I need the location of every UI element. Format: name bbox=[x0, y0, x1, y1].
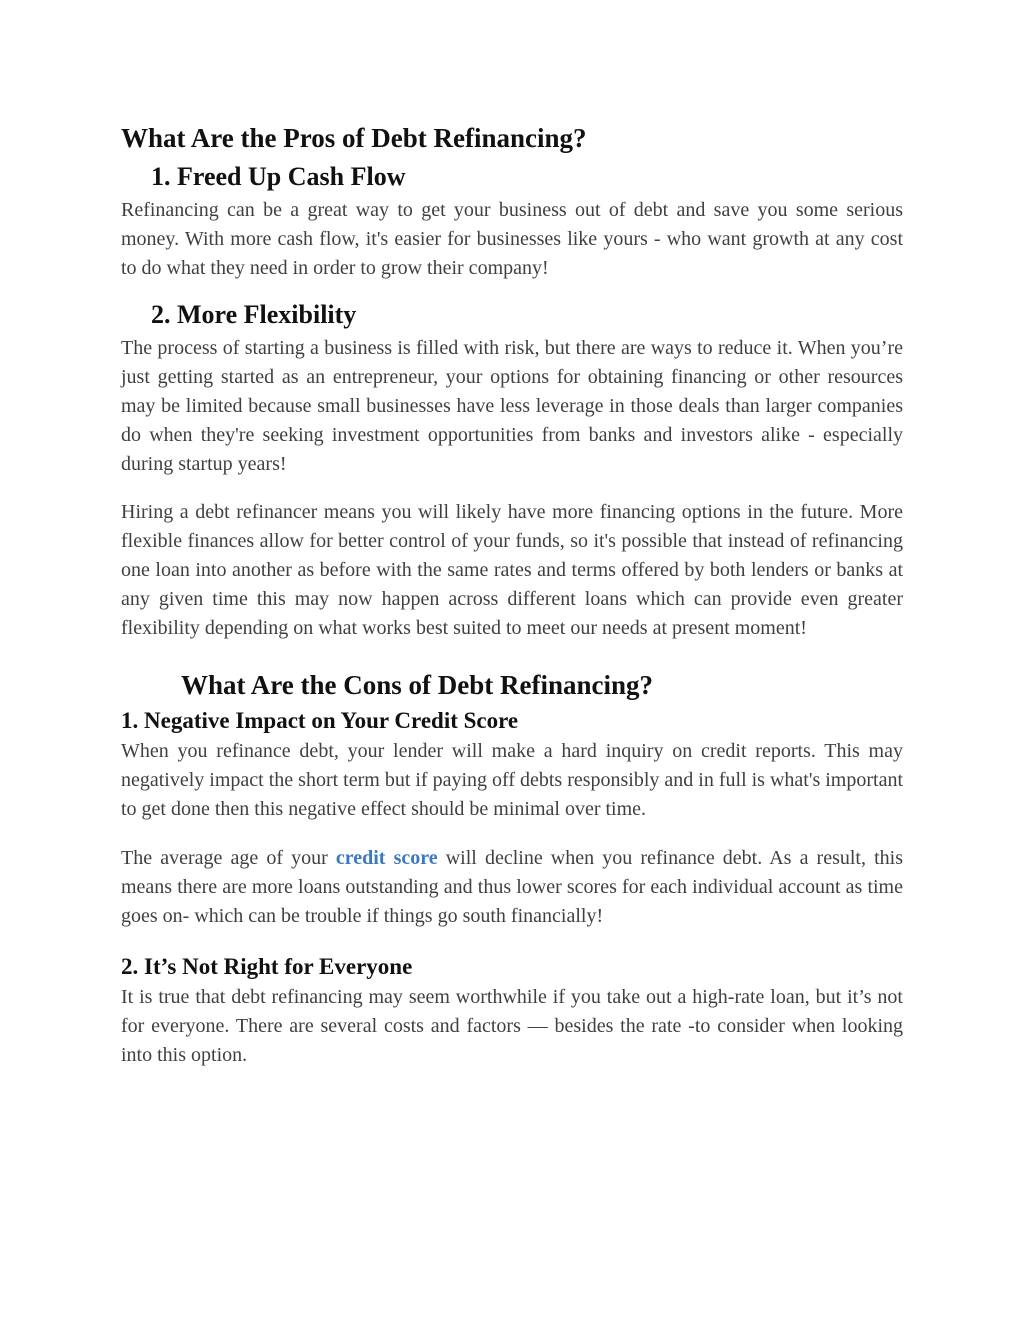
cons-item-1-paragraph-1: When you refinance debt, your lender will make a hard inquiry on credit reports. This may negatively impact the short term but if paying off debts responsibly and in full is what's important to get done then this negative effect should be minimal over time. bbox=[121, 740, 903, 820]
pros-item-1-paragraph: Refinancing can be a great way to get your business out of debt and save you some serious money. With more cash flow, it's easier for businesses like yours - who want growth at any cost to do what they need in order to grow their company! bbox=[121, 199, 903, 279]
spacer bbox=[121, 283, 903, 296]
spacer bbox=[121, 479, 903, 498]
paragraph-text: The average age of your bbox=[121, 847, 336, 869]
pros-item-2-paragraph-1: The process of starting a business is filled with risk, but there are ways to reduce it. When you’re just getting started as an entrepreneur, your options for obtaining financing or other resources may be limited because small businesses have less leverage in those deals than larger companies do when they're seeking investment opportunities from banks and investors alike - especially during startup years! bbox=[121, 337, 903, 475]
spacer bbox=[121, 643, 903, 665]
cons-item-1-title: 1. Negative Impact on Your Credit Score bbox=[121, 708, 519, 733]
credit-score-link[interactable]: credit score bbox=[335, 847, 438, 869]
cons-item-2-title: 2. It’s Not Right for Everyone bbox=[121, 954, 413, 979]
pros-item-2-paragraph-2: Hiring a debt refinancer means you will likely have more financing options in the future. More flexible finances allow for better control of your funds, so it's possible that instead of refinancing one loan into another as before with the same rates and terms offered by both lenders or banks at any given time this may now happen across different loans which can provide even greater flexibility depending on what works best suited to meet our needs at present moment! bbox=[121, 501, 903, 639]
pros-item-1-title: 1. Freed Up Cash Flow bbox=[151, 162, 406, 191]
pros-heading: What Are the Pros of Debt Refinancing? bbox=[121, 123, 587, 153]
spacer bbox=[121, 931, 903, 951]
cons-heading: What Are the Cons of Debt Refinancing? bbox=[181, 670, 653, 700]
document-page bbox=[121, 118, 903, 1070]
pros-item-2-title: 2. More Flexibility bbox=[151, 300, 357, 329]
paragraph-text: will decline when you refinance debt. As a result, this means there are more loans outstanding and thus lower scores for each individual account as time goes on- which can be trouble if things go south financially! bbox=[121, 847, 903, 927]
cons-item-1-paragraph-2 bbox=[121, 844, 903, 931]
cons-item-2-paragraph: It is true that debt refinancing may seem worthwhile if you take out a high-rate loan, but it’s not for everyone. There are several costs and factors — besides the rate -to consider when looking into this option. bbox=[121, 986, 903, 1066]
spacer bbox=[121, 824, 903, 844]
